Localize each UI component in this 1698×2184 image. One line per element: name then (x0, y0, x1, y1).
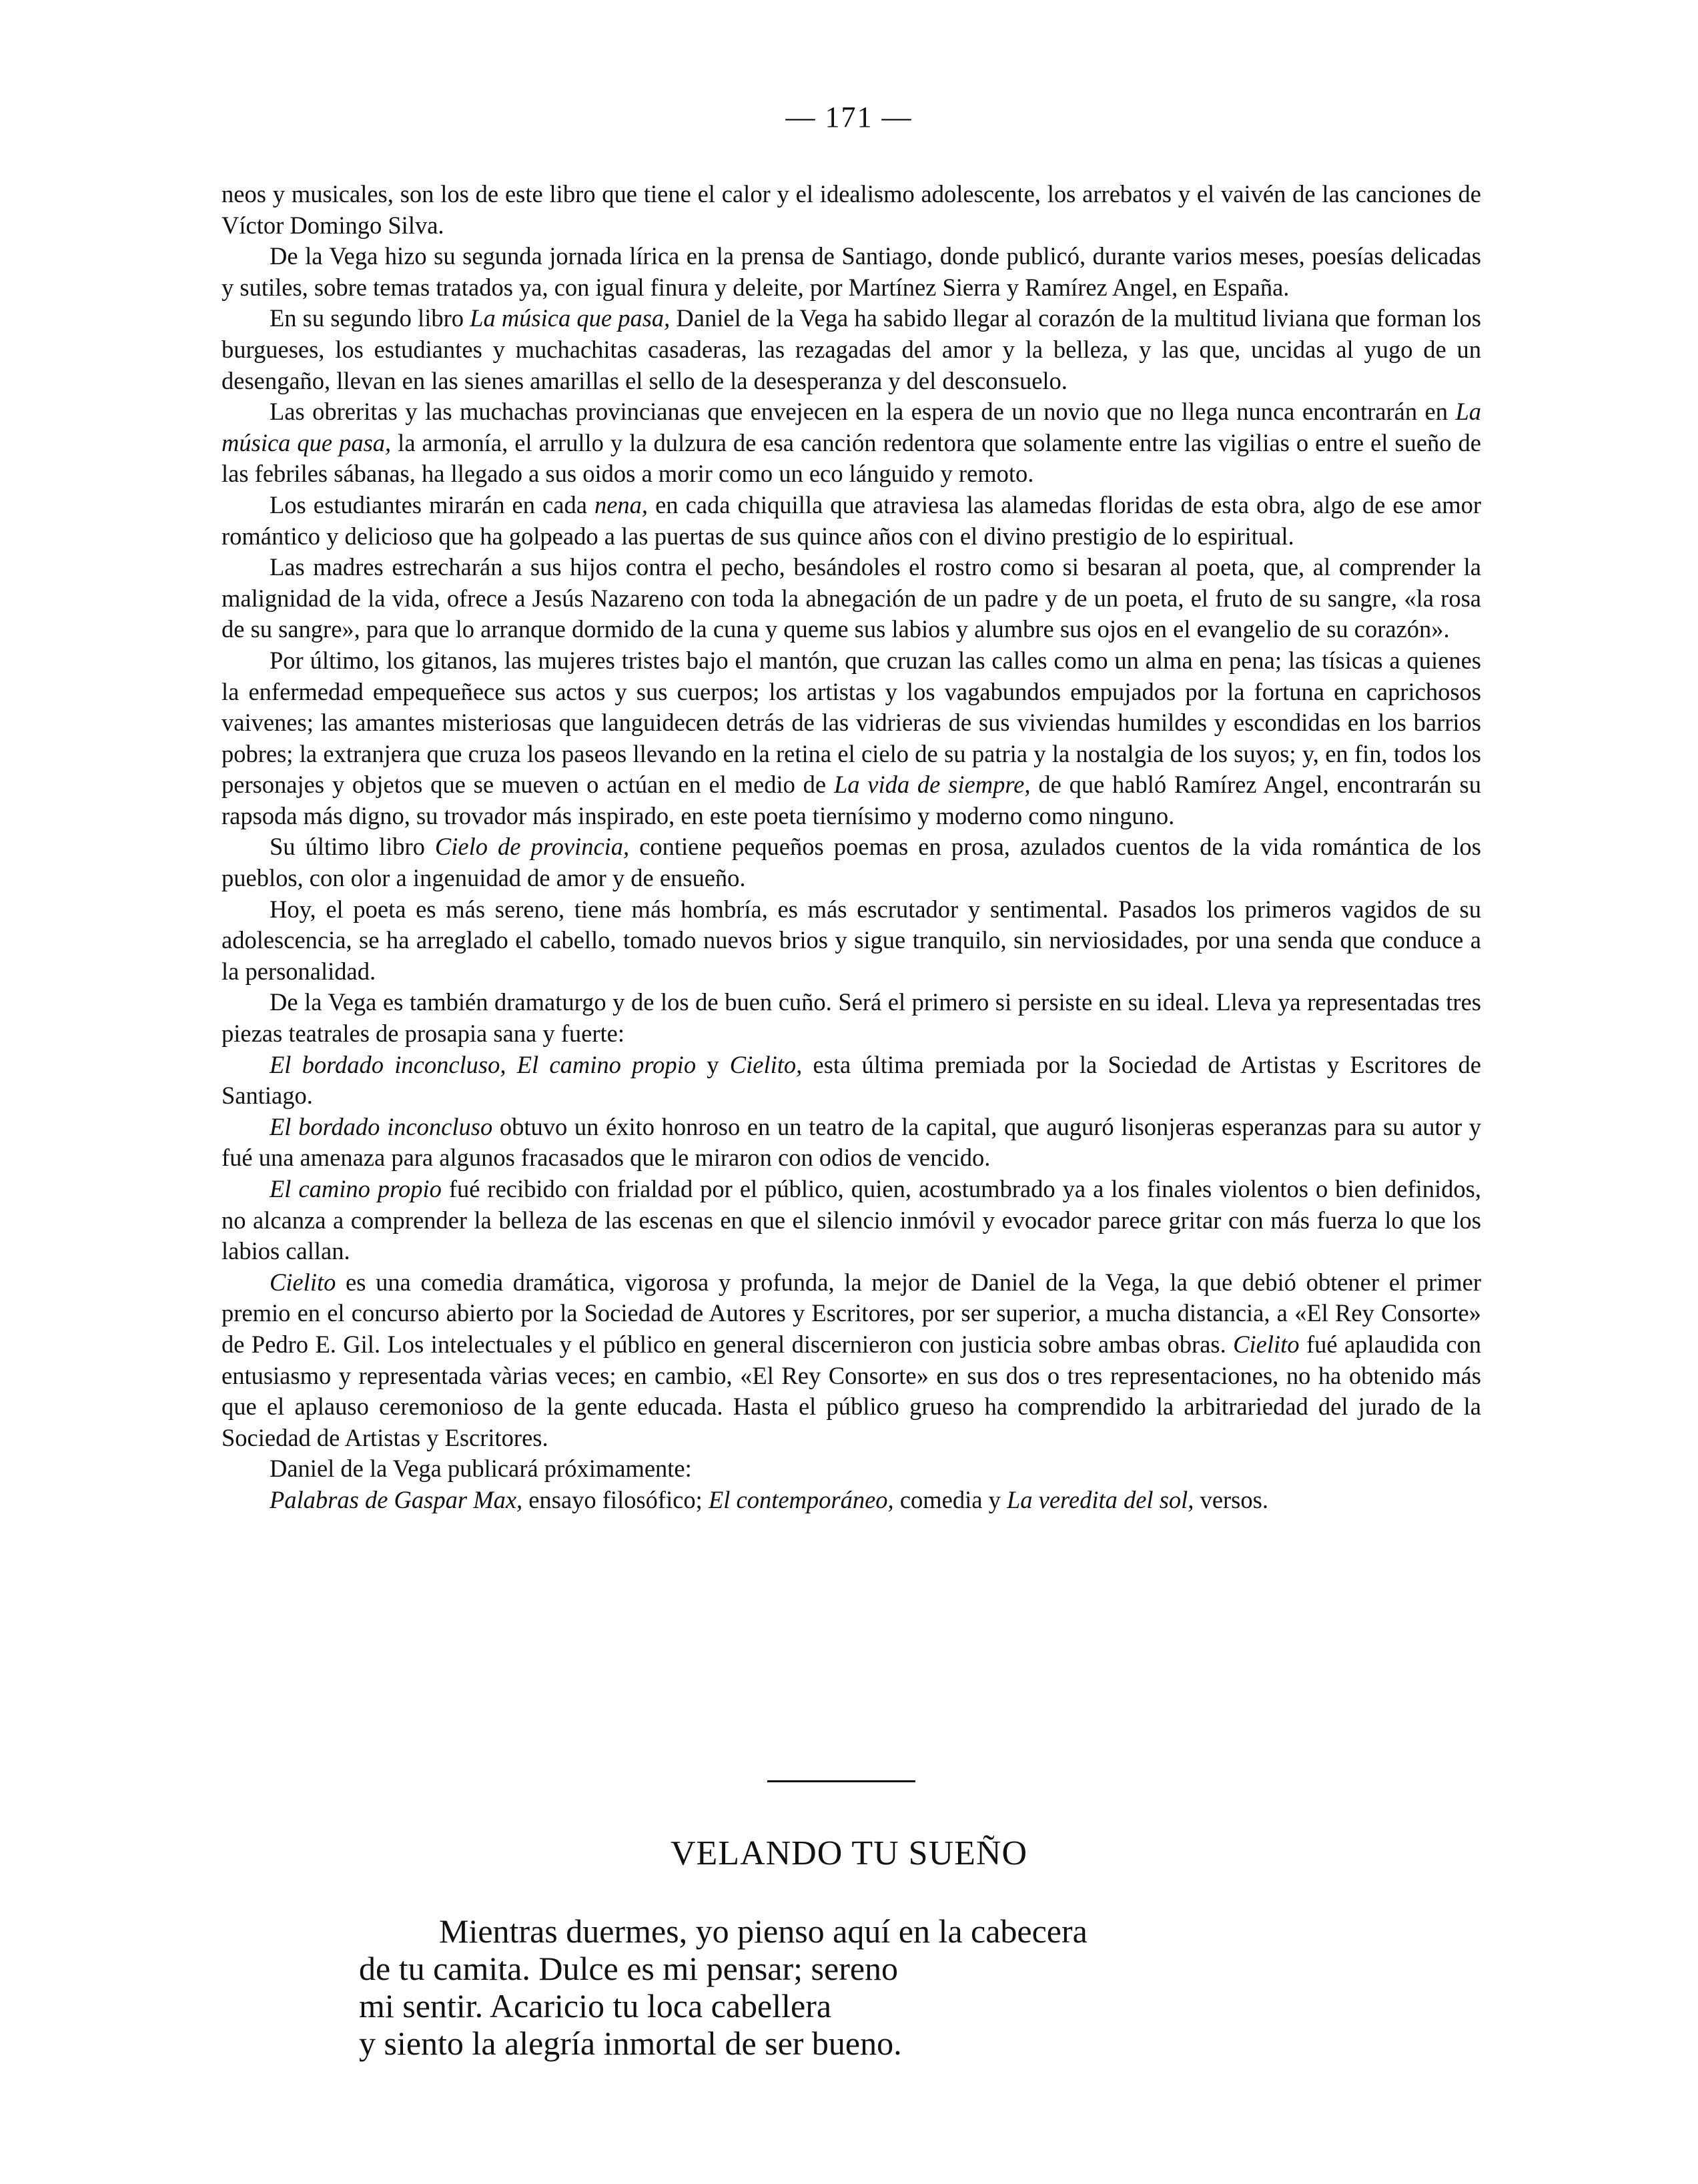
paragraph-text: De la Vega hizo su segunda jornada lírica en la prensa de Santiago, donde publicó, durante varios meses, poesías delicadas y sutiles, sobre temas tratados ya, con igual finura y deleite, por Martínez Sierra y Ramírez Angel, en España. (222, 242, 1481, 301)
italic-title-text: El contemporáneo, (708, 1485, 894, 1513)
poem-line: de tu camita. Dulce es mi pensar; sereno (359, 1950, 899, 1987)
italic-title-text: La vida de siempre, (833, 771, 1031, 799)
body-paragraph (222, 987, 1481, 1049)
paragraph-text: en cada chiquilla que atraviesa las alamedas floridas de esta obra, algo de ese amor romántico y delicioso que ha golpeado a las puertas de sus quince años con el divino prestigio de lo espiritual. (222, 490, 1481, 550)
body-paragraph (222, 303, 1481, 396)
poem-title: VELANDO TU SUEÑO (670, 1834, 1027, 1872)
paragraph-text: neos y musicales, son los de este libro que tiene el calor y el idealismo adolescente, los arrebatos y el vaivén de las canciones de Víctor Domingo Silva. (222, 180, 1481, 239)
paragraph-text: comedia y (893, 1485, 1007, 1513)
body-paragraph (222, 241, 1481, 303)
section-divider (767, 1780, 915, 1782)
body-paragraph (222, 396, 1481, 490)
paragraph-text: y (696, 1050, 730, 1078)
paragraph-text: Las madres estrecharán a sus hijos contra el pecho, besándoles el rostro como si besaran al poeta, que, al comprender la malignidad de la vida, ofrece a Jesús Nazareno con toda la abnegación de un padre y de un poeta, el fruto de su sangre, «la rosa de su sangre», para que lo arranque dormido de la cuna y queme sus labios y alumbre sus ojos en el evangelio de su corazón». (222, 553, 1481, 643)
italic-title-text: Cielito, (729, 1050, 803, 1078)
body-paragraph (222, 831, 1481, 893)
body-paragraph (222, 645, 1481, 832)
paragraph-text: es una comedia dramática, vigorosa y profunda, la mejor de Daniel de la Vega, la que debió obtener el primer premio en el concurso abierto por la Sociedad de Autores y Escritores, por ser superior, a mucha distancia, a «El Rey Consorte» de Pedro E. Gil. Los intelectuales y el público en general discernieron con justicia sobre ambas obras. (222, 1268, 1481, 1358)
body-paragraph (222, 1050, 1481, 1112)
poem-stanza (359, 1912, 1360, 2062)
italic-title-text: La música que pasa, (222, 398, 1481, 456)
poem-line: y siento la alegría inmortal de ser bueno. (359, 2025, 902, 2062)
page-number: — 171 — (785, 101, 913, 133)
italic-title-text: Cielito (270, 1268, 336, 1296)
paragraph-text: De la Vega es también dramaturgo y de los de buen cuño. Será el primero si persiste en su ideal. Lleva ya representadas tres piezas teatrales de prosapia sana y fuerte: (222, 988, 1481, 1048)
paragraph-text: esta última premiada por la Sociedad de Artistas y Escritores de Santiago. (222, 1050, 1482, 1110)
paragraph-text: versos. (1194, 1485, 1268, 1513)
body-paragraph (222, 179, 1481, 241)
paragraph-text: ensayo filosófico; (522, 1485, 709, 1513)
body-paragraph (222, 1453, 1481, 1485)
paragraph-text: la armonía, el arrullo y la dulzura de esa canción redentora que solamente entre las vigilias o entre el sueño de las febriles sábanas, ha llegado a sus oidos a morir como un eco lánguido y remoto. (222, 428, 1482, 488)
paragraph-text: Daniel de la Vega publicará próximamente: (270, 1455, 692, 1483)
body-paragraph (222, 1267, 1481, 1454)
body-paragraph (222, 552, 1481, 645)
body-paragraph (222, 894, 1481, 988)
italic-title-text: Palabras de Gaspar Max, (270, 1485, 523, 1513)
paragraph-text: Daniel de la Vega ha sabido llegar al corazón de la multitud liviana que forman los burgueses, los estudiantes y muchachitas casaderas, las rezagadas del amor y la belleza, y las que, uncidas al yugo de un desengaño, llevan en las sienes amarillas el sello de la desesperanza y del desconsuelo. (222, 304, 1482, 394)
paragraph-text: Los estudiantes mirarán en cada (270, 490, 594, 518)
body-paragraph (222, 1112, 1481, 1174)
body-paragraph (222, 490, 1481, 552)
italic-title-text: La veredita del sol, (1006, 1485, 1194, 1513)
paragraph-text: fué recibido con frialdad por el público, quien, acostumbrado ya a los finales violentos o bien definidos, no alcanza a comprender la belleza de las escenas en que el silencio inmóvil y evocador parece gritar con más fuerza lo que los labios callan. (222, 1175, 1481, 1265)
italic-title-text: nena, (594, 490, 649, 518)
poem-line: mi sentir. Acaricio tu loca cabellera (359, 1987, 832, 2025)
paragraph-text: Hoy, el poeta es más sereno, tiene más hombría, es más escrutador y sentimental. Pasados los primeros vagidos de su adolescencia, se ha arreglado el cabello, tomado nuevos brios y sigue tranquilo, sin nerviosidades, por una senda que conduce a la personalidad. (222, 895, 1481, 985)
poem-line: Mientras duermes, yo pienso aquí en la cabecera (439, 1912, 1088, 1950)
paragraph-text: En su segundo libro (270, 304, 470, 332)
body-paragraph (222, 1174, 1481, 1267)
paragraph-text: de que habló Ramírez Angel, encontrarán su rapsoda más digno, su trovador más inspirado, en este poeta tiernísimo y moderno como ninguno. (222, 771, 1481, 829)
paragraph-text: contiene pequeños poemas en prosa, azulados cuentos de la vida romántica de los pueblos, con olor a ingenuidad de amor y de ensueño. (222, 833, 1481, 892)
paragraph-text: Las obreritas y las muchachas provincianas que envejecen en la espera de un novio que no llega nunca encontrarán en (270, 398, 1456, 426)
paragraph-text: fué aplaudida con entusiasmo y representada vàrias veces; en cambio, «El Rey Consorte» en sus dos o tres representaciones, no ha obtenido más que el aplauso ceremonioso de la gente educada. Hasta el público grueso ha comprendido la arbitrariedad del jurado de la Sociedad de Artistas y Escritores. (222, 1330, 1481, 1451)
italic-title-text: Cielo de provincia, (434, 833, 630, 861)
italic-title-text: El bordado inconcluso (270, 1112, 493, 1140)
italic-title-text: El bordado inconcluso, El camino propio (270, 1050, 697, 1078)
italic-title-text: La música que pasa, (470, 304, 671, 332)
paragraph-text: Su último libro (270, 833, 435, 861)
paragraph-text: obtuvo un éxito honroso en un teatro de la capital, que auguró lisonjeras esperanzas para su autor y fué una amenaza para algunos fracasados que le miraron con odios de vencido. (222, 1112, 1481, 1172)
article-body (222, 179, 1481, 1516)
italic-title-text: Cielito (1233, 1330, 1300, 1358)
paragraph-text: Por último, los gitanos, las mujeres tristes bajo el mantón, que cruzan las calles como un alma en pena; las tísicas a quienes la enfermedad empequeñece sus actos y sus cuerpos; los artistas y los vagabundos empujados por la fortuna en caprichosos vaivenes; las amantes misteriosas que languidecen detrás de las vidrieras de sus viviendas humildes y escondidas en los barrios pobres; la extranjera que cruza los paseos llevando en la retina el cielo de su patria y la nostalgia de los suyos; y, en fin, todos los personajes y objetos que se mueven o actúan en el medio de (222, 646, 1481, 799)
italic-title-text: El camino propio (270, 1175, 442, 1202)
body-paragraph (222, 1485, 1481, 1516)
